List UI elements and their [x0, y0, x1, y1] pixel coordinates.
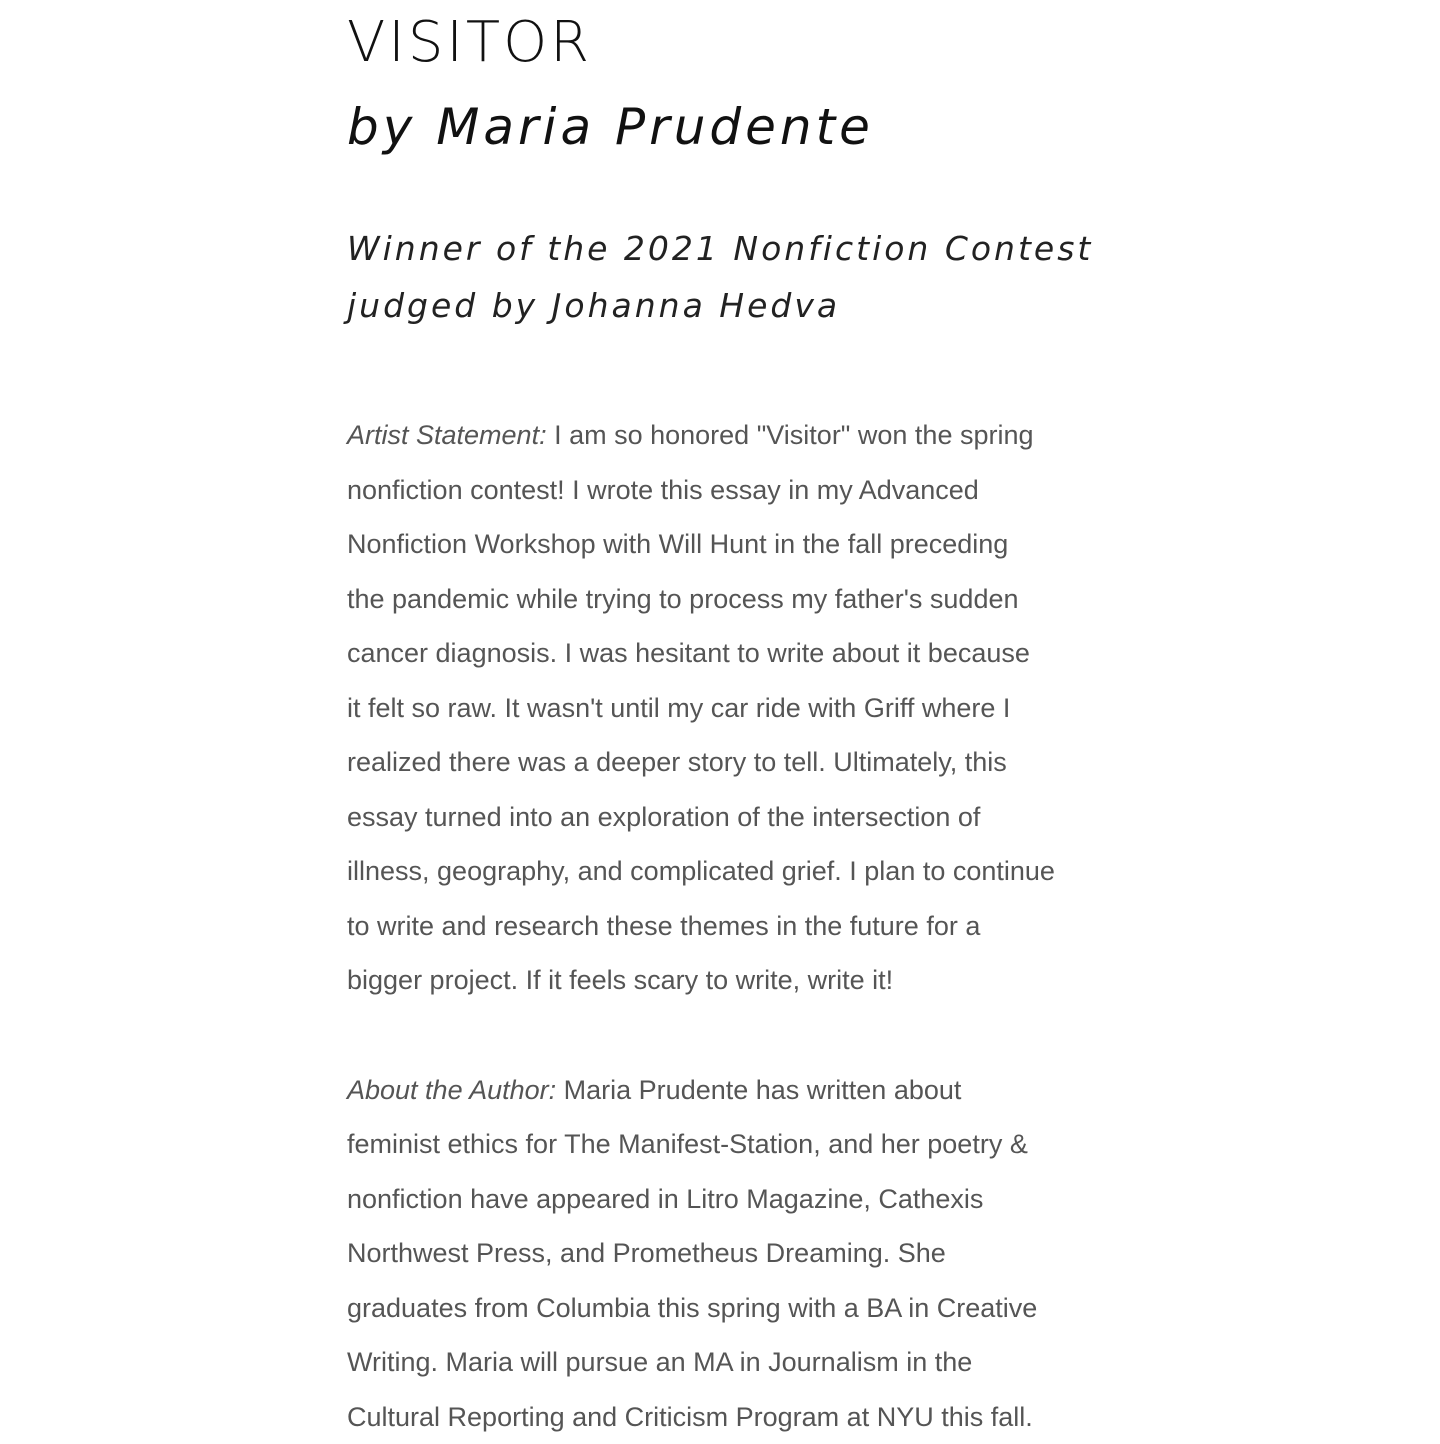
about-line	[347, 1063, 1107, 1118]
about-line: feminist ethics for The Manifest-Station, and her poetry &	[347, 1117, 1107, 1172]
statement-line: to write and research these themes in the future for a	[347, 899, 1107, 954]
statement-line: illness, geography, and complicated grief. I plan to continue	[347, 844, 1107, 899]
statement-line: it felt so raw. It wasn't until my car ride with Griff where I	[347, 681, 1107, 736]
statement-line: essay turned into an exploration of the intersection of	[347, 790, 1107, 845]
article-byline: by Maria Prudente	[347, 82, 1107, 172]
statement-line: Nonfiction Workshop with Will Hunt in the fall preceding	[347, 517, 1107, 572]
about-text: Maria Prudente has written about	[556, 1075, 961, 1105]
statement-line: realized there was a deeper story to tell. Ultimately, this	[347, 735, 1107, 790]
subtitle-line: judged by Johanna Hedva	[347, 277, 1107, 334]
article	[347, 0, 1107, 1444]
about-line: graduates from Columbia this spring with a BA in Creative	[347, 1281, 1107, 1336]
statement-line: the pandemic while trying to process my father's sudden	[347, 572, 1107, 627]
article-title: VISITOR	[347, 4, 1107, 82]
contest-subtitle	[347, 220, 1107, 334]
about-author-label: About the Author:	[347, 1075, 556, 1105]
about-line: Northwest Press, and Prometheus Dreaming. She	[347, 1226, 1107, 1281]
artist-statement	[347, 408, 1107, 1008]
about-line: Writing. Maria will pursue an MA in Journalism in the	[347, 1335, 1107, 1390]
about-author	[347, 1063, 1107, 1444]
about-line: nonfiction have appeared in Litro Magazine, Cathexis	[347, 1172, 1107, 1227]
statement-text: I am so honored "Visitor" won the spring	[547, 420, 1034, 450]
statement-line: nonfiction contest! I wrote this essay in my Advanced	[347, 463, 1107, 518]
artist-statement-label: Artist Statement:	[347, 420, 547, 450]
statement-line: bigger project. If it feels scary to write, write it!	[347, 953, 1107, 1008]
statement-line: cancer diagnosis. I was hesitant to write about it because	[347, 626, 1107, 681]
about-line: Cultural Reporting and Criticism Program at NYU this fall.	[347, 1390, 1107, 1444]
subtitle-line: Winner of the 2021 Nonfiction Contest	[347, 220, 1107, 277]
statement-line	[347, 408, 1107, 463]
